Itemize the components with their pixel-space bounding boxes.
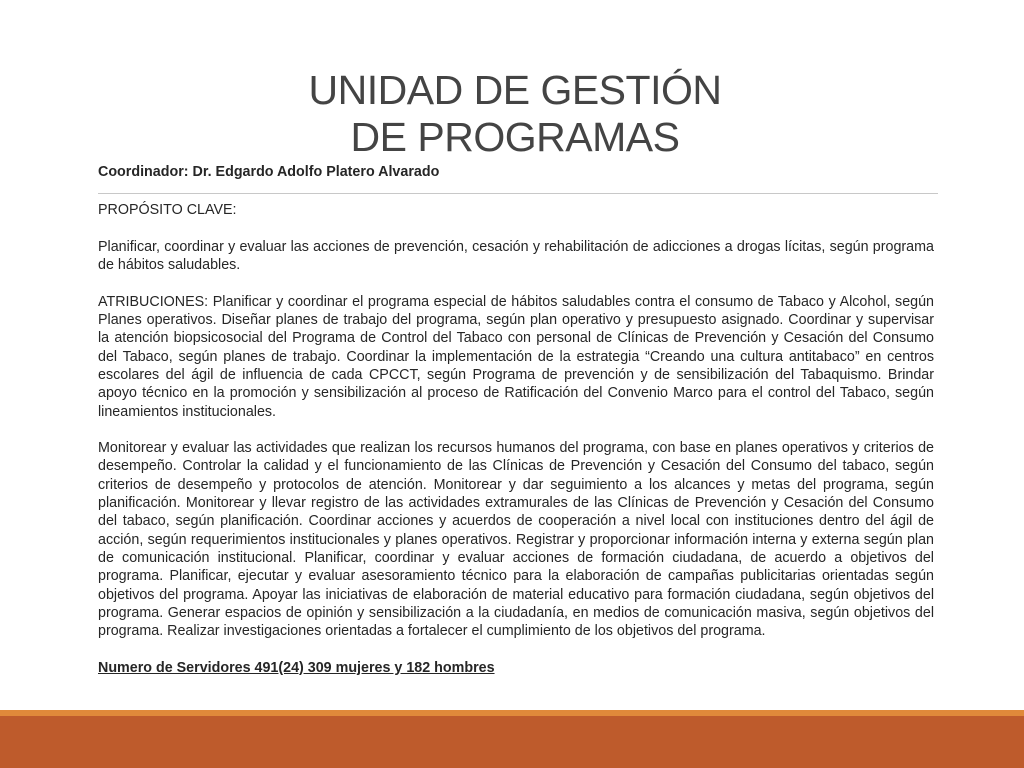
slide-body <box>98 162 934 677</box>
servers-count-text: Numero de Servidores 491(24) 309 mujeres y 182 hombres <box>98 659 495 676</box>
title-line-2: DE PROGRAMAS <box>350 114 680 161</box>
slide-title <box>0 67 1024 161</box>
attributions-text: ATRIBUCIONES: Planificar y coordinar el programa especial de hábitos saludables contra el consumo de Tabaco y Alcohol, según Planes operativos. Diseñar planes de trabajo del programa, según plan operativo y presupuesto asignado. Coordinar y supervisar la atención biopsicosocial del Programa de Control del Tabaco con personal de Clínicas de Prevención y Cesación del Consumo del Tabaco, según planes de trabajo. Coordinar la implementación de la estrategia “Creando una cultura antitabaco” en centros escolares del ágil de influencia de cada CPCCT, según Programa de prevención y de sensibilización del Tabaquismo. Brindar apoyo técnico en la promoción y sensibilización al proceso de Ratificación del Convenio Marco para el control del Tabaco, según lineamientos institucionales. <box>98 293 934 420</box>
title-line-1: UNIDAD DE GESTIÓN <box>308 67 722 114</box>
coordinator-line: Coordinador: Dr. Edgardo Adolfo Platero Alvarado <box>98 164 440 180</box>
footer-band <box>0 716 1024 768</box>
purpose-text: Planificar, coordinar y evaluar las acciones de prevención, cesación y rehabilitación de adicciones a drogas lícitas, según programa de hábitos saludables. <box>98 238 934 274</box>
purpose-label: PROPÓSITO CLAVE: <box>98 202 237 219</box>
monitoring-text: Monitorear y evaluar las actividades que realizan los recursos humanos del programa, con base en planes operativos y criterios de desempeño. Controlar la calidad y el funcionamiento de las Clínicas de Prevención y Cesación del Consumo del tabaco, según criterios de desempeño y protocolos de atención. Monitorear y dar seguimiento a los alcances y metas del programa, según planificación. Monitorear y llevar registro de las actividades extramurales de las Clínicas de Prevención y Cesación del Consumo del tabaco, según planificación. Coordinar acciones y acuerdos de cooperación a nivel local con instituciones dentro del ágil de acción, según requerimientos institucionales y planes operativos. Registrar y proporcionar información interna y externa según plan de comunicación institucional. Planificar, coordinar y evaluar acciones de formación ciudadana, de acuerdo a objetivos del programa. Planificar, ejecutar y evaluar asesoramiento técnico para la elaboración de campañas publicitarias orientadas según objetivos del programa. Apoyar las iniciativas de elaboración de material educativo para formación ciudadana, según objetivos del programa. Generar espacios de opinión y sensibilización a la ciudadanía, en medios de comunicación masiva, según objetivos del programa. Realizar investigaciones orientadas a fortalecer el cumplimiento de los objetivos del programa. <box>98 440 934 640</box>
